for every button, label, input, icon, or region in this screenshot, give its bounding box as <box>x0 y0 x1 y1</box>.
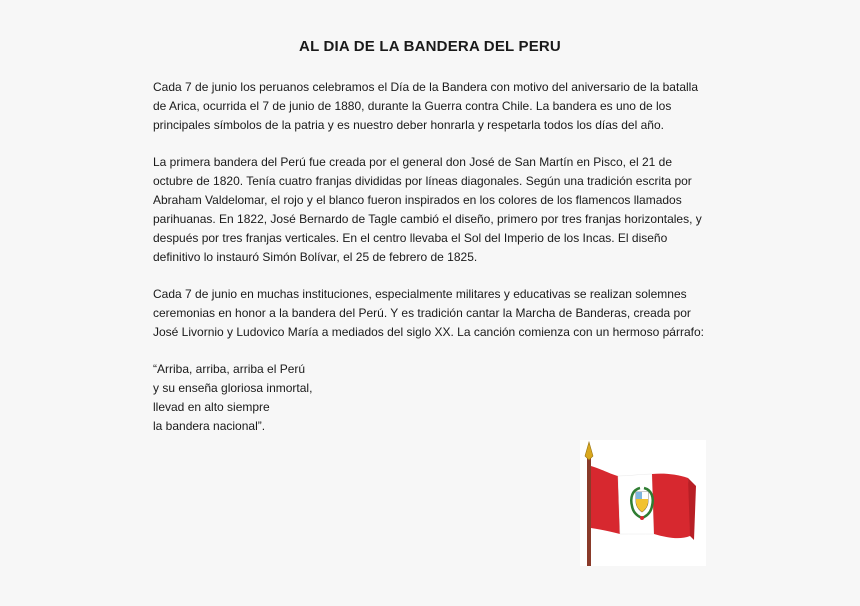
text-line: Abraham Valdelomar, el rojo y el blanco fueron inspirados en los colores de los flamencos llamados <box>153 193 682 207</box>
spear-tip-icon <box>585 442 593 460</box>
text-line: después por tres franjas verticales. En el centro llevaba el Sol del Imperio de los Incas. El diseño <box>153 231 668 245</box>
verse-line: y su enseña gloriosa inmortal, <box>153 381 313 395</box>
peru-flag-illustration <box>580 440 706 566</box>
paragraph-primera-bandera <box>153 153 713 267</box>
song-verse <box>153 360 713 436</box>
verse-line: “Arriba, arriba, arriba el Perú <box>153 362 306 376</box>
verse-line: llevad en alto siempre <box>153 400 270 414</box>
peru-flag-image <box>580 440 706 566</box>
page-title: AL DIA DE LA BANDERA DEL PERU <box>299 38 561 55</box>
text-line: parihuanas. En 1822, José Bernardo de Tagle cambió el diseño, primero por tres franjas horizontales, y <box>153 212 702 226</box>
text-line: de Arica, ocurrida el 7 de junio de 1880, durante la Guerra contra Chile. La bandera es uno de los <box>153 99 672 113</box>
flag-pole <box>587 458 591 566</box>
paragraph-dia-bandera <box>153 78 713 135</box>
text-line: principales símbolos de la patria y es nuestro deber honrarla y respetarla todos los días del año. <box>153 118 664 132</box>
verse-line: la bandera nacional”. <box>153 419 266 433</box>
text-line: Cada 7 de junio los peruanos celebramos el Día de la Bandera con motivo del aniversario de la batalla <box>153 80 698 94</box>
paragraph-ceremonias <box>153 285 713 342</box>
text-line: ceremonias en honor a la bandera del Perú. Y es tradición cantar la Marcha de Banderas, creada por <box>153 306 691 320</box>
text-line: José Livornio y Ludovico María a mediados del siglo XX. La canción comienza con un hermoso párrafo: <box>153 325 704 339</box>
text-line: octubre de 1820. Tenía cuatro franjas divididas por líneas diagonales. Según una tradición escrita por <box>153 174 692 188</box>
document-body <box>153 78 713 436</box>
text-line: La primera bandera del Perú fue creada por el general don José de San Martín en Pisco, el 21 de <box>153 155 672 169</box>
text-line: Cada 7 de junio en muchas instituciones, especialmente militares y educativas se realizan solemnes <box>153 287 687 301</box>
text-line: definitivo lo instauró Simón Bolívar, el 25 de febrero de 1825. <box>153 250 478 264</box>
